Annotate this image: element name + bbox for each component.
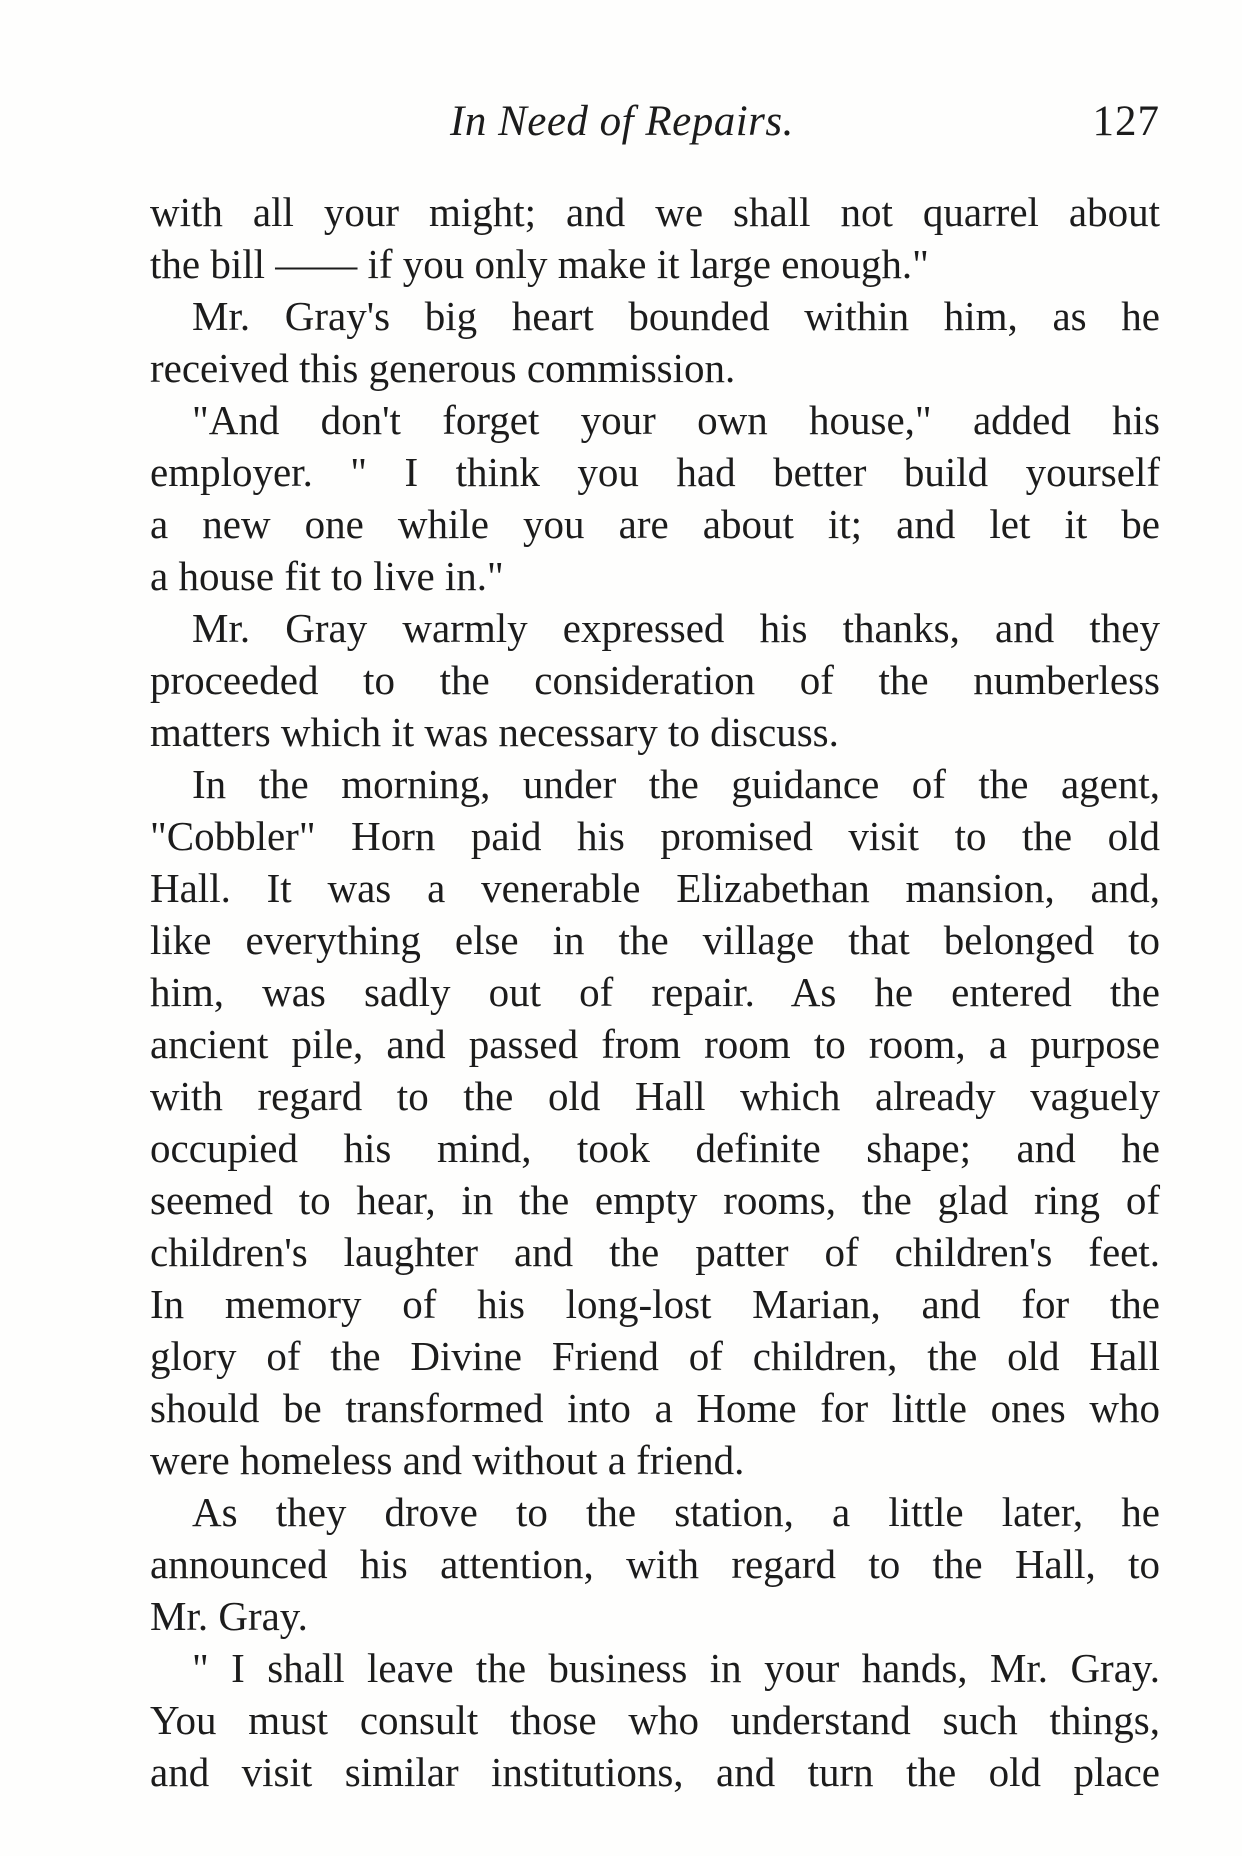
text-line: employer. " I think you had better build yourself	[150, 449, 1160, 495]
paragraph	[150, 186, 1160, 290]
text-line: glory of the Divine Friend of children, the old Hall	[150, 1333, 1160, 1379]
running-title: In Need of Repairs.	[450, 98, 794, 145]
text-line: matters which it was necessary to discuss.	[150, 709, 839, 755]
paragraph	[150, 290, 1160, 394]
text-line: "Cobbler" Horn paid his promised visit to the old	[150, 813, 1160, 859]
text-line: should be transformed into a Home for little ones who	[150, 1385, 1160, 1431]
text-line: him, was sadly out of repair. As he entered the	[150, 969, 1160, 1015]
text-line: You must consult those who understand such things,	[150, 1697, 1160, 1743]
text-line: with regard to the old Hall which already vaguely	[150, 1073, 1160, 1119]
text-line: Mr. Gray warmly expressed his thanks, and they	[192, 605, 1160, 651]
text-line: proceeded to the consideration of the numberless	[150, 657, 1160, 703]
text-line: were homeless and without a friend.	[150, 1437, 745, 1483]
paragraph	[150, 758, 1160, 1486]
text-line: received this generous commission.	[150, 345, 736, 391]
text-line: In the morning, under the guidance of the agent,	[192, 761, 1160, 807]
text-line: Mr. Gray's big heart bounded within him, as he	[192, 293, 1160, 339]
body-text	[150, 186, 1160, 1806]
text-line: " I shall leave the business in your hands, Mr. Gray.	[192, 1645, 1160, 1691]
text-line: Mr. Gray.	[150, 1593, 308, 1639]
text-line: As they drove to the station, a little later, he	[192, 1489, 1160, 1535]
paragraph	[150, 394, 1160, 602]
paragraph	[150, 1486, 1160, 1642]
paragraph	[150, 1642, 1160, 1798]
text-line: Hall. It was a venerable Elizabethan mansion, and,	[150, 865, 1160, 911]
text-line: "And don't forget your own house," added his	[192, 397, 1160, 443]
text-line: children's laughter and the patter of children's feet.	[150, 1229, 1160, 1275]
text-line: announced his attention, with regard to the Hall, to	[150, 1541, 1160, 1587]
text-line: like everything else in the village that belonged to	[150, 917, 1160, 963]
page-number: 127	[1092, 98, 1160, 145]
text-line: a house fit to live in."	[150, 553, 504, 599]
text-line: with all your might; and we shall not quarrel about	[150, 189, 1160, 235]
paragraph	[150, 602, 1160, 758]
text-line: and visit similar institutions, and turn the old place	[150, 1749, 1160, 1795]
page-header	[150, 92, 1160, 152]
text-line: occupied his mind, took definite shape; and he	[150, 1125, 1160, 1171]
text-line: seemed to hear, in the empty rooms, the glad ring of	[150, 1177, 1160, 1223]
text-line: a new one while you are about it; and let it be	[150, 501, 1160, 547]
text-line: the bill —— if you only make it large enough."	[150, 241, 929, 287]
text-line: ancient pile, and passed from room to room, a purpose	[150, 1021, 1160, 1067]
text-line: In memory of his long-lost Marian, and for the	[150, 1281, 1160, 1327]
